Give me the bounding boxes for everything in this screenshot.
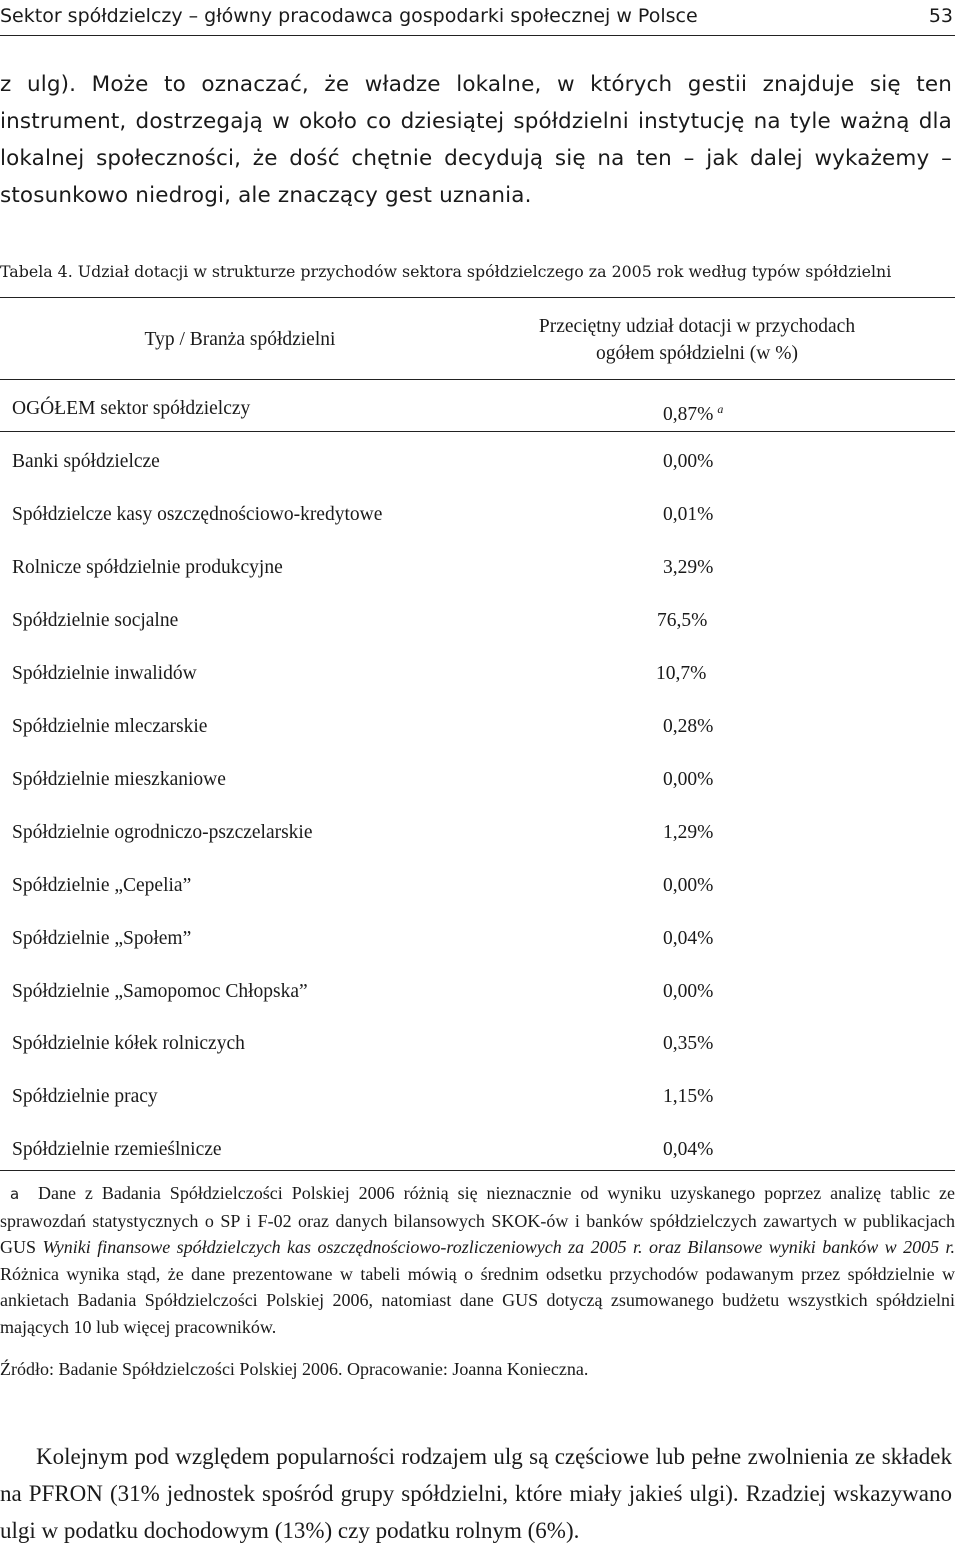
header-bottom-rule <box>0 379 955 380</box>
row-name: Spółdzielnie rzemieślnicze <box>12 1139 222 1160</box>
row-value: 0,00% <box>663 769 714 790</box>
table-row <box>0 553 955 583</box>
col-header-type: Typ / Branża spółdzielni <box>144 329 336 350</box>
header-rule <box>0 35 955 36</box>
footnote-text-part1: Dane z Badania Spółdzielczości Polskiej 2006 różnią się nieznacznie od wyniku uzyskanego poprzez analizę tablic ze sprawozdań statystycznych o SP i F-02 oraz danych bilansowych SKOK-ów i banków spółdzielczych zawartych w publikacjach GUS <box>0 1183 955 1257</box>
row-name: Spółdzielnie „Samopomoc Chłopska” <box>12 981 308 1002</box>
row-name: Spółdzielnie mieszkaniowe <box>12 769 226 790</box>
row-value: 1,15% <box>663 1086 714 1107</box>
col-header-share-line2: ogółem spółdzielni (w %) <box>596 343 798 364</box>
table-row <box>0 1135 955 1165</box>
row-name: Rolnicze spółdzielnie produkcyjne <box>12 557 283 578</box>
col-header-share-line1: Przeciętny udział dotacji w przychodach <box>538 316 856 337</box>
row-name: Banki spółdzielcze <box>12 451 160 472</box>
table-top-rule <box>0 297 955 298</box>
row-value: 0,01% <box>663 504 714 525</box>
table-row <box>0 765 955 795</box>
table-row <box>0 659 955 689</box>
table-row <box>0 871 955 901</box>
table-row <box>0 818 955 848</box>
row-name: Spółdzielnie „Cepelia” <box>12 875 192 896</box>
intro-paragraph: z ulg). Może to oznaczać, że władze lokalne, w których gestii znajduje się ten instrument, dostrzegają w około co dziesiątej spółdzielni instytucję na tyle ważną dla lokalnej społeczności, że dość chętnie decydują się na ten – jak dalej wykażemy – stosunkowo niedrogi, ale znaczący gest uznania. <box>0 72 952 208</box>
table-row <box>0 712 955 742</box>
row-name: Spółdzielnie „Społem” <box>12 928 192 949</box>
total-row-rule <box>0 431 955 432</box>
table-row <box>0 977 955 1007</box>
table-row <box>0 500 955 530</box>
footnote-publication-title: Wyniki finansowe spółdzielczych kas oszczędnościowo-rozliczeniowych za 2005 r. oraz Bilansowe wyniki banków w 2005 r. <box>42 1237 956 1257</box>
row-value: 3,29% <box>663 557 714 578</box>
row-value: 0,00% <box>663 981 714 1002</box>
table-footnote <box>0 1180 955 1340</box>
table-row <box>0 1082 955 1112</box>
row-value: 0,00% <box>663 451 714 472</box>
row-value: 1,29% <box>663 822 714 843</box>
row-value: 76,5% <box>657 610 708 631</box>
table-row <box>0 1029 955 1059</box>
row-name: Spółdzielnie kółek rolniczych <box>12 1033 245 1054</box>
footnote-mark: a <box>10 1185 20 1203</box>
row-name: Spółdzielnie mleczarskie <box>12 716 208 737</box>
footnote-text-part2: Różnica wynika stąd, że dane prezentowane w tabeli mówią o średnim odsetku przychodów podawanym przez spółdzielnie w ankietach Badania Spółdzielczości Polskiej 2006, natomiast dane GUS dotyczą zsumowanego budżetu wszystkich spółdzielni mających 10 lub więcej pracowników. <box>0 1263 955 1337</box>
table-caption <box>0 260 955 284</box>
table-row <box>0 606 955 636</box>
row-value: 0,04% <box>663 928 714 949</box>
row-value: 10,7% <box>656 663 707 684</box>
running-header <box>0 2 955 32</box>
table-caption-label: Tabela 4. <box>0 262 73 281</box>
row-name: Spółdzielnie pracy <box>12 1086 158 1107</box>
table-total-row <box>0 394 955 424</box>
col-header-share <box>482 313 912 367</box>
row-value: 0,28% <box>663 716 714 737</box>
row-name: Spółdzielnie ogrodniczo-pszczelarskie <box>12 822 313 843</box>
total-row-value: 0,87% $^a$ <box>663 402 724 425</box>
closing-paragraph: Kolejnym pod względem popularności rodzajem ulg są częściowe lub pełne zwolnienia ze składek na PFRON (31% jednostek spośród grupy spółdzielni, które miały jakieś ulgi). Rzadziej wskazywano ulgi w podatku dochodowym (13%) czy podatku rolnym (6%). <box>0 1444 952 1543</box>
table-caption-text: Udział dotacji w strukturze przychodów sektora spółdzielczego za 2005 rok według typów spółdzielni <box>77 262 892 281</box>
page-number: 53 <box>928 5 953 27</box>
row-name: Spółdzielcze kasy oszczędnościowo-kredytowe <box>12 504 383 525</box>
table-row <box>0 924 955 954</box>
row-name: Spółdzielnie socjalne <box>12 610 179 631</box>
row-value: 0,35% <box>663 1033 714 1054</box>
table-row <box>0 447 955 477</box>
table-source: Źródło: Badanie Spółdzielczości Polskiej 2006. Opracowanie: Joanna Konieczna. <box>0 1359 589 1379</box>
row-value: 0,00% <box>663 875 714 896</box>
row-name: Spółdzielnie inwalidów <box>12 663 197 684</box>
footnote-ref: a <box>717 402 724 416</box>
row-value: 0,04% <box>663 1139 714 1160</box>
total-row-name: OGÓŁEM sektor spółdzielczy <box>12 398 251 419</box>
running-title: Sektor spółdzielczy – główny pracodawca gospodarki społecznej w Polsce <box>0 5 698 27</box>
table-bottom-rule <box>0 1170 955 1171</box>
